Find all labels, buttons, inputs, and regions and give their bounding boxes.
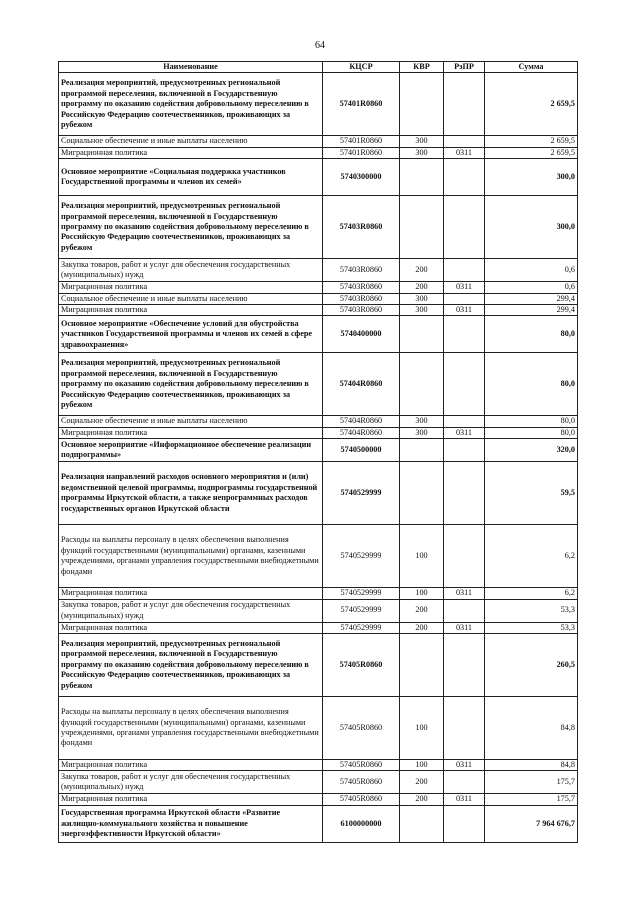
table-row xyxy=(59,794,578,805)
row-sum: 84,8 xyxy=(485,697,578,760)
row-rzpr xyxy=(444,353,485,416)
row-rzpr: 0311 xyxy=(444,760,485,771)
row-sum: 260,5 xyxy=(485,634,578,697)
table-row xyxy=(59,73,578,136)
row-kvr xyxy=(400,196,444,259)
row-kcsr: 5740529999 xyxy=(323,622,400,633)
row-kcsr: 5740400000 xyxy=(323,316,400,353)
table-row xyxy=(59,622,578,633)
table-row xyxy=(59,293,578,304)
row-kvr xyxy=(400,634,444,697)
row-kcsr: 6100000000 xyxy=(323,805,400,842)
table-row xyxy=(59,599,578,622)
row-rzpr xyxy=(444,771,485,794)
row-kcsr: 57403R0860 xyxy=(323,282,400,293)
row-rzpr xyxy=(444,159,485,196)
row-sum: 320,0 xyxy=(485,439,578,462)
row-sum: 299,4 xyxy=(485,305,578,316)
table-row xyxy=(59,259,578,282)
row-kcsr: 57405R0860 xyxy=(323,794,400,805)
row-kvr: 200 xyxy=(400,282,444,293)
row-name: Закупка товаров, работ и услуг для обеспечения государственных (муниципальных) нужд xyxy=(59,599,323,622)
row-kcsr: 57403R0860 xyxy=(323,196,400,259)
row-name: Расходы на выплаты персоналу в целях обеспечения выполнения функций государственными (муниципальными) органами, казенными учреждениями, органами управления государственными внебюджетными фондами xyxy=(59,697,323,760)
table-row xyxy=(59,196,578,259)
table-row xyxy=(59,805,578,842)
page-number: 64 xyxy=(315,40,325,51)
table-row xyxy=(59,427,578,438)
row-kvr xyxy=(400,805,444,842)
row-name: Реализация мероприятий, предусмотренных региональной программой переселения, включенной в Государственную программу по оказанию содействия добровольному переселению в Российскую Федерацию соотечественников, проживающих за рубежом xyxy=(59,634,323,697)
row-kvr: 200 xyxy=(400,599,444,622)
row-name: Миграционная политика xyxy=(59,588,323,599)
row-rzpr xyxy=(444,439,485,462)
row-kvr: 100 xyxy=(400,697,444,760)
row-sum: 300,0 xyxy=(485,196,578,259)
row-name: Основное мероприятие «Обеспечение условий для обустройства участников Государственной программы и членов их семей в сфере здравоохранения» xyxy=(59,316,323,353)
row-name: Миграционная политика xyxy=(59,305,323,316)
row-kvr: 300 xyxy=(400,147,444,158)
row-name: Социальное обеспечение и иные выплаты населению xyxy=(59,293,323,304)
row-rzpr: 0311 xyxy=(444,622,485,633)
table-row xyxy=(59,439,578,462)
table-row xyxy=(59,462,578,525)
row-kcsr: 57404R0860 xyxy=(323,427,400,438)
table-row xyxy=(59,147,578,158)
row-name: Основное мероприятие «Социальная поддержка участников Государственной программы и членов их семей» xyxy=(59,159,323,196)
row-name: Основное мероприятие «Информационное обеспечение реализации подпрограммы» xyxy=(59,439,323,462)
row-kvr: 100 xyxy=(400,588,444,599)
row-kcsr: 57404R0860 xyxy=(323,353,400,416)
row-sum: 2 659,5 xyxy=(485,147,578,158)
row-kcsr: 5740529999 xyxy=(323,462,400,525)
row-name: Миграционная политика xyxy=(59,794,323,805)
row-kvr: 200 xyxy=(400,259,444,282)
row-name: Государственная программа Иркутской области «Развитие жилищно-коммунального хозяйства и повышение энергоэффективности Иркутской области» xyxy=(59,805,323,842)
row-kcsr: 5740529999 xyxy=(323,525,400,588)
row-name: Реализация мероприятий, предусмотренных региональной программой переселения, включенной в Государственную программу по оказанию содействия добровольному переселению в Российскую Федерацию соотечественников, проживающих за рубежом xyxy=(59,353,323,416)
table-row xyxy=(59,282,578,293)
row-rzpr xyxy=(444,805,485,842)
row-rzpr xyxy=(444,259,485,282)
header-sum: Сумма xyxy=(485,62,578,73)
row-kcsr: 57401R0860 xyxy=(323,73,400,136)
row-name: Миграционная политика xyxy=(59,147,323,158)
row-kvr xyxy=(400,462,444,525)
row-sum: 59,5 xyxy=(485,462,578,525)
row-rzpr xyxy=(444,136,485,147)
row-sum: 175,7 xyxy=(485,794,578,805)
row-kcsr: 57405R0860 xyxy=(323,697,400,760)
row-name: Миграционная политика xyxy=(59,282,323,293)
row-kcsr: 5740500000 xyxy=(323,439,400,462)
row-name: Закупка товаров, работ и услуг для обеспечения государственных (муниципальных) нужд xyxy=(59,259,323,282)
row-kcsr: 57401R0860 xyxy=(323,147,400,158)
row-rzpr xyxy=(444,293,485,304)
row-sum: 6,2 xyxy=(485,525,578,588)
table-row xyxy=(59,760,578,771)
row-kvr: 200 xyxy=(400,622,444,633)
header-kcsr: КЦСР xyxy=(323,62,400,73)
row-kvr: 300 xyxy=(400,416,444,427)
row-name: Миграционная политика xyxy=(59,427,323,438)
row-rzpr xyxy=(444,196,485,259)
row-kcsr: 57401R0860 xyxy=(323,136,400,147)
row-rzpr: 0311 xyxy=(444,427,485,438)
row-kcsr: 5740529999 xyxy=(323,599,400,622)
header-row xyxy=(59,62,578,73)
row-sum: 299,4 xyxy=(485,293,578,304)
row-kcsr: 57405R0860 xyxy=(323,760,400,771)
row-sum: 0,6 xyxy=(485,282,578,293)
row-rzpr xyxy=(444,599,485,622)
table-row xyxy=(59,525,578,588)
row-sum: 2 659,5 xyxy=(485,136,578,147)
table-row xyxy=(59,353,578,416)
row-kvr: 300 xyxy=(400,427,444,438)
row-rzpr xyxy=(444,73,485,136)
row-sum: 80,0 xyxy=(485,353,578,416)
row-kcsr: 5740300000 xyxy=(323,159,400,196)
row-kvr: 100 xyxy=(400,525,444,588)
row-name: Миграционная политика xyxy=(59,760,323,771)
row-name: Реализация мероприятий, предусмотренных региональной программой переселения, включенной в Государственную программу по оказанию содействия добровольному переселению в Российскую Федерацию соотечественников, проживающих за рубежом xyxy=(59,196,323,259)
row-kcsr: 57403R0860 xyxy=(323,305,400,316)
row-rzpr: 0311 xyxy=(444,794,485,805)
row-sum: 0,6 xyxy=(485,259,578,282)
row-sum: 80,0 xyxy=(485,427,578,438)
row-sum: 84,8 xyxy=(485,760,578,771)
row-kcsr: 57404R0860 xyxy=(323,416,400,427)
budget-table xyxy=(58,61,578,843)
table-row xyxy=(59,697,578,760)
row-kvr xyxy=(400,159,444,196)
row-rzpr: 0311 xyxy=(444,305,485,316)
table-row xyxy=(59,136,578,147)
row-name: Социальное обеспечение и иные выплаты населению xyxy=(59,136,323,147)
row-kvr: 200 xyxy=(400,794,444,805)
header-name: Наименование xyxy=(59,62,323,73)
row-kvr: 300 xyxy=(400,293,444,304)
row-sum: 6,2 xyxy=(485,588,578,599)
table-row xyxy=(59,159,578,196)
row-sum: 175,7 xyxy=(485,771,578,794)
row-kvr: 300 xyxy=(400,305,444,316)
row-sum: 7 964 676,7 xyxy=(485,805,578,842)
table-row xyxy=(59,305,578,316)
row-kvr xyxy=(400,439,444,462)
row-rzpr: 0311 xyxy=(444,282,485,293)
table-row xyxy=(59,588,578,599)
row-name: Реализация направлений расходов основного мероприятия и (или) ведомственной целевой программы, подпрограммы государственной программы Иркутской области, а также непрограммных расходов государственных органов Иркутской области xyxy=(59,462,323,525)
header-rzpr: РзПР xyxy=(444,62,485,73)
row-sum: 2 659,5 xyxy=(485,73,578,136)
row-sum: 80,0 xyxy=(485,416,578,427)
row-kvr: 100 xyxy=(400,760,444,771)
row-kcsr: 5740529999 xyxy=(323,588,400,599)
table-row xyxy=(59,771,578,794)
row-rzpr xyxy=(444,697,485,760)
row-name: Закупка товаров, работ и услуг для обеспечения государственных (муниципальных) нужд xyxy=(59,771,323,794)
row-rzpr xyxy=(444,462,485,525)
row-rzpr: 0311 xyxy=(444,588,485,599)
table-row xyxy=(59,634,578,697)
header-kvr: КВР xyxy=(400,62,444,73)
row-name: Расходы на выплаты персоналу в целях обеспечения выполнения функций государственными (муниципальными) органами, казенными учреждениями, органами управления государственными внебюджетными фондами xyxy=(59,525,323,588)
row-name: Реализация мероприятий, предусмотренных региональной программой переселения, включенной в Государственную программу по оказанию содействия добровольному переселению в Российскую Федерацию соотечественников, проживающих за рубежом xyxy=(59,73,323,136)
row-rzpr: 0311 xyxy=(444,147,485,158)
row-kvr xyxy=(400,353,444,416)
row-rzpr xyxy=(444,525,485,588)
row-sum: 53,3 xyxy=(485,622,578,633)
row-rzpr xyxy=(444,316,485,353)
row-kcsr: 57405R0860 xyxy=(323,771,400,794)
row-name: Миграционная политика xyxy=(59,622,323,633)
table-row xyxy=(59,416,578,427)
row-kcsr: 57405R0860 xyxy=(323,634,400,697)
row-rzpr xyxy=(444,634,485,697)
row-sum: 80,0 xyxy=(485,316,578,353)
row-kvr: 300 xyxy=(400,136,444,147)
row-kcsr: 57403R0860 xyxy=(323,293,400,304)
row-kcsr: 57403R0860 xyxy=(323,259,400,282)
row-rzpr xyxy=(444,416,485,427)
row-kvr: 200 xyxy=(400,771,444,794)
row-sum: 300,0 xyxy=(485,159,578,196)
row-kvr xyxy=(400,73,444,136)
table-row xyxy=(59,316,578,353)
row-sum: 53,3 xyxy=(485,599,578,622)
row-kvr xyxy=(400,316,444,353)
row-name: Социальное обеспечение и иные выплаты населению xyxy=(59,416,323,427)
